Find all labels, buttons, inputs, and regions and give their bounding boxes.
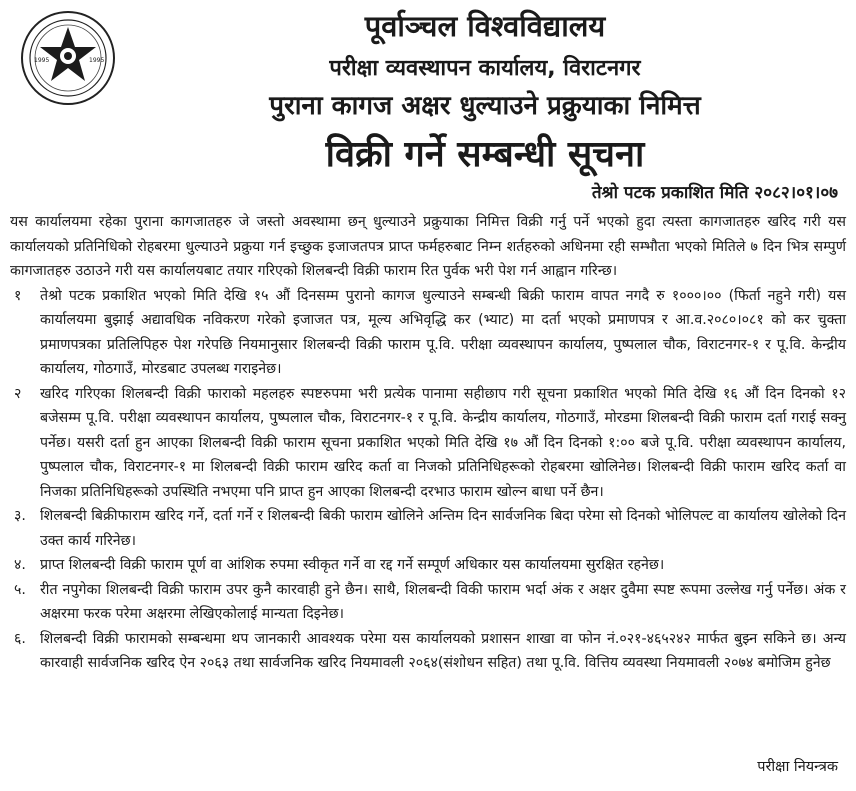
- university-name: पूर्वाञ्चल विश्वविद्यालय: [364, 9, 606, 43]
- condition-text: रीत नपुगेका शिलबन्दी विक्री फाराम उपर कुनै कारवाही हुने छैन। साथै, शिलबन्दी विकी फाराम भर्दा अंक र अक्षर दुवैमा स्पष्ट रूपमा उल्लेख गर्नु पर्नेछ। अंक र अक्षरमा फरक परेमा अक्षरमा लेखिएकोलाई मान्यता दिइनेछ।: [40, 581, 846, 622]
- condition-item: [10, 578, 846, 627]
- condition-text: तेश्रो पटक प्रकाशित भएको मिति देखि १५ औं दिनसम्म पुरानो कागज धुल्याउने सम्बन्धी बिक्री फाराम वापत नगदै रु १०००।०० (फिर्ता नहुने गरी) यस कार्यालयमा बुझाई अद्यावधिक नविकरण गरेको इजाजत पत्र, मूल्य अभिवृद्धि कर (भ्याट) मा दर्ता भएको प्रमाणपत्र र आ.व.२०८०।०८१ को कर चुक्ता प्रमाणपत्रका प्रतिलिपिहरु पेश गरेपछि नियमानुसार शिलबन्दी विक्री फाराम पू.वि. परीक्षा व्यवस्थापन कार्यालय, पुष्पलाल चौक, विराटनगर-१ र पू.वि. केन्द्रीय कार्यालय, गोठगाउँ, मोरडबाट उपलब्ध गराइनेछ।: [40, 287, 846, 377]
- condition-item: [10, 504, 846, 553]
- condition-text: खरिद गरिएका शिलबन्दी विक्री फाराको महलहरु स्पष्टरुपमा भरी प्रत्येक पानामा सहीछाप गरी सूचना प्रकाशित भएको मिति देखि १६ औं दिन दिनको १२ बजेसम्म पू.वि. परीक्षा व्यवस्थापन कार्यालय, पुष्पलाल चौक, विराटनगर-१ र पू.वि. केन्द्रीय कार्यालय, गोठगाउँ, मोरडमा शिलबन्दी विक्री फाराम दर्ता गराई सक्नु पर्नेछ। यसरी दर्ता हुन आएका शिलबन्दी विक्री फाराम सूचना प्रकाशित भएको मिति देखि १७ औं दिन दिनको १:०० बजे पू.वि. परीक्षा व्यवस्थापन कार्यालय, पुष्पलाल चौक, विराटनगर-१ मा शिलबन्दी विक्री फाराम खरिद कर्ता वा निजको प्रतिनिधिहरूको रोहबरमा खोलिनेछ। शिलबन्दी विक्री फाराम खरिद कर्ता वा निजका प्रतिनिधिहरूको उपस्थिति नभएमा पनि प्राप्त हुन आएका शिलबन्दी दरभाउ फाराम खोल्न बाधा पर्ने छैन।: [40, 385, 846, 500]
- condition-text: प्राप्त शिलबन्दी विक्री फाराम पूर्ण वा आंशिक रुपमा स्वीकृत गर्ने वा रद्द गर्ने सम्पूर्ण अधिकार यस कार्यालयमा सुरक्षित रहनेछ।: [40, 557, 665, 573]
- condition-number: ३.: [14, 508, 26, 524]
- condition-number: ४.: [14, 557, 26, 573]
- notice-title: विक्री गर्ने सम्बन्धी सूचना: [325, 134, 645, 175]
- condition-number: ६.: [14, 630, 26, 647]
- condition-text: शिलबन्दी विक्री फारामको सम्बन्धमा थप जानकारी आवश्यक परेमा यस कार्यालयको प्रशासन शाखा वा फोन नं.०२१-४६५२४२ मार्फत बुझ्न सकिने छ। अन्य कारवाही सार्वजनिक खरिद ऐन २०६३ तथा सार्वजनिक खरिद नियमावली २०६४(संशोधन सहित) तथा पू.वि. वित्तिय व्यवस्था नियमावली २०७४ बमोजिम हुनेछ: [40, 630, 846, 671]
- condition-text: शिलबन्दी बिक्रीफाराम खरिद गर्ने, दर्ता गर्ने र शिलबन्दी बिकी फाराम खोलिने अन्तिम दिन सार्वजनिक बिदा परेमा सो दिनको भोलिपल्ट वा कार्यालय खोलेको दिन उक्त कार्य गरिनेछ।: [40, 508, 846, 549]
- condition-item: [10, 553, 846, 578]
- condition-item: [10, 627, 846, 676]
- condition-item: [10, 382, 846, 505]
- publication-date: तेश्रो पटक प्रकाशित मिति २०८२।०१।०७: [591, 183, 838, 203]
- office-name: परीक्षा व्यवस्थापन कार्यालय, विराटनगर: [329, 56, 641, 81]
- condition-number: १: [14, 287, 22, 304]
- condition-number: ५.: [14, 581, 26, 598]
- emblem-year-right: 1995: [89, 57, 105, 64]
- signer-title: परीक्षा नियन्त्रक: [757, 759, 838, 775]
- emblem-year-left: 1995: [34, 57, 50, 64]
- condition-number: २: [14, 385, 22, 402]
- condition-item: [10, 284, 846, 382]
- intro-paragraph: यस कार्यालयमा रहेका पुराना कागजातहरु जे जस्तो अवस्थामा छन् धुल्याउने प्रक्रुयाका निमित्त विक्री गर्नु पर्ने भएको हुदा त्यस्ता कागजातहरु खरिद गरी यस कार्यालयको प्रतिनिधिको रोहबरमा धुल्याउने प्रक्रुया गर्न इच्छुक इजाजतपत्र प्राप्त फर्महरुबाट निम्न शर्तहरुको अधिनमा रही सम्भौता भएको मितिले ७ दिन भित्र सम्पुर्ण कागजातहरु उठाउने गरी यस कार्यालयबाट तयार गरिएको शिलबन्दी विक्री फाराम रित पुर्वक भरी पेश गर्न आह्वान गरिन्छ।: [10, 214, 846, 279]
- university-emblem-icon: [20, 10, 116, 106]
- notice-purpose: पुराना कागज अक्षर धुल्याउने प्रक्रुयाका निमित्त: [269, 91, 701, 121]
- notice-body: [10, 210, 846, 676]
